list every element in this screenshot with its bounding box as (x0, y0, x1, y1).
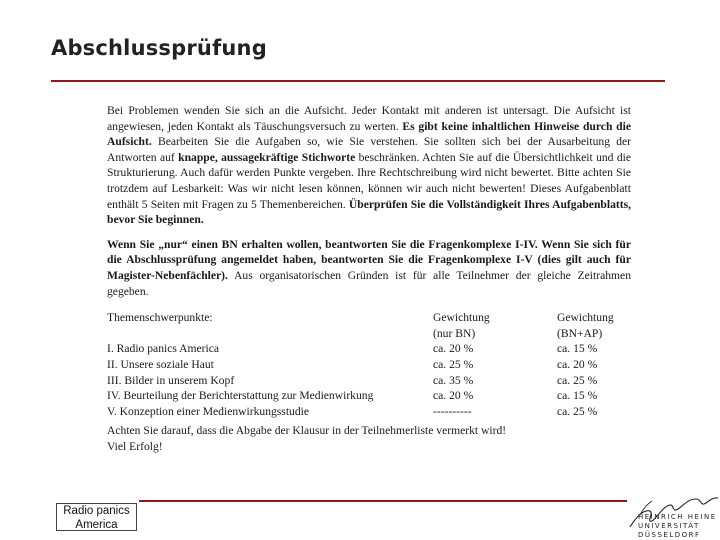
table-cell-weight-bn-ap: ca. 20 % (557, 357, 598, 371)
exam-instructions (107, 103, 631, 454)
instructions-paragraph-2 (107, 237, 631, 299)
text-run: Überprüfen Sie die Vollständigkeit Ihres Aufgabenblatts, bevor Sie beginnen. (107, 197, 632, 227)
table-cell-weight-bn: ca. 20 % (433, 389, 474, 403)
university-name: HEINRICH HEINE UNIVERSITÄT DÜSSELDORF (638, 513, 717, 539)
table-cell-weight-bn: ca. 35 % (433, 373, 474, 387)
text-run: Bearbeiten Sie die Aufgaben so, wie Sie verstehen. Sie sollten sich bei der Ausarbeitung der Antworten auf (107, 135, 631, 164)
footer-divider (139, 500, 627, 502)
text-run: Es gibt keine inhaltlichen Hinweise durch die Aufsicht. (107, 119, 631, 149)
weight-bn-ap-column (557, 310, 614, 419)
text-run: knappe, aussagekräftige Stichworte (178, 150, 356, 164)
instructions-paragraph-1 (107, 103, 631, 228)
table-header-weight-bn-ap: Gewichtung (557, 311, 614, 325)
closing-note: Achten Sie darauf, dass die Abgabe der Klausur in der Teilnehmerliste vermerkt wird! (107, 424, 507, 438)
table-cell-weight-bn: ---------- (433, 404, 472, 418)
table-cell-weight-bn-ap: ca. 15 % (557, 389, 598, 403)
greeting: Viel Erfolg! (107, 439, 163, 453)
topics-column (107, 310, 373, 419)
table-subheader-weight-bn: (nur BN) (433, 326, 476, 340)
topics-weighting-table (107, 310, 631, 420)
table-row-topic: IV. Beurteilung der Berichterstattung zur Medienwirkung (107, 389, 374, 403)
table-row-topic: V. Konzeption einer Medienwirkungsstudie (107, 404, 309, 418)
table-cell-weight-bn: ca. 20 % (433, 342, 474, 356)
table-subheader-weight-bn-ap: (BN+AP) (557, 326, 603, 340)
weight-bn-column (433, 310, 490, 419)
text-run: Bei Problemen wenden Sie sich an die Aufsicht. Jeder Kontakt mit anderen ist untersagt. Die Aufsicht ist angewiesen, jeden Kontakt als Täuschungsversuch zu werten. (107, 104, 631, 133)
table-cell-weight-bn: ca. 25 % (433, 357, 474, 371)
text-run: Aus organisatorischen Gründen ist für alle Teilnehmer der gleiche Zeitrahmen gegeben. (107, 268, 631, 298)
table-header-weight-bn: Gewichtung (433, 311, 490, 325)
table-cell-weight-bn-ap: ca. 25 % (557, 404, 598, 418)
text-run: beschränken. Achten Sie auf die Übersichtlichkeit und die Strukturierung. Auch dafür werden Punkte vergeben. Ihre Rechtschreibung wird nicht bewertet. Bitte achten Sie trotzdem auf Lesbarkeit: Was wir nicht lesen können, können wir auch nicht bewerten! Dieses Aufgabenblatt enthält 5 Seiten mit Fragen zu 5 Themenbereichen. (107, 150, 631, 211)
table-header-topics: Themenschwerpunkte: (107, 311, 213, 325)
table-row-topic: II. Unsere soziale Haut (107, 357, 214, 371)
slide-title: Abschlussprüfung (51, 36, 267, 60)
table-row-topic: I. Radio panics America (107, 342, 220, 356)
table-row-topic: III. Bilder in unserem Kopf (107, 373, 235, 387)
footer-topic-label: Radio panics America (56, 503, 137, 531)
table-cell-weight-bn-ap: ca. 25 % (557, 373, 598, 387)
table-cell-weight-bn-ap: ca. 15 % (557, 342, 598, 356)
text-run: Wenn Sie „nur“ einen BN erhalten wollen, beantworten Sie die Fragenkomplexe I-IV. Wenn Sie sich für die Abschlussprüfung angemeldet haben, beantworten Sie die Fragenkomplexe I-V (dies gilt auch für Magister-Nebenfächler). (107, 237, 631, 282)
title-divider (51, 80, 665, 82)
